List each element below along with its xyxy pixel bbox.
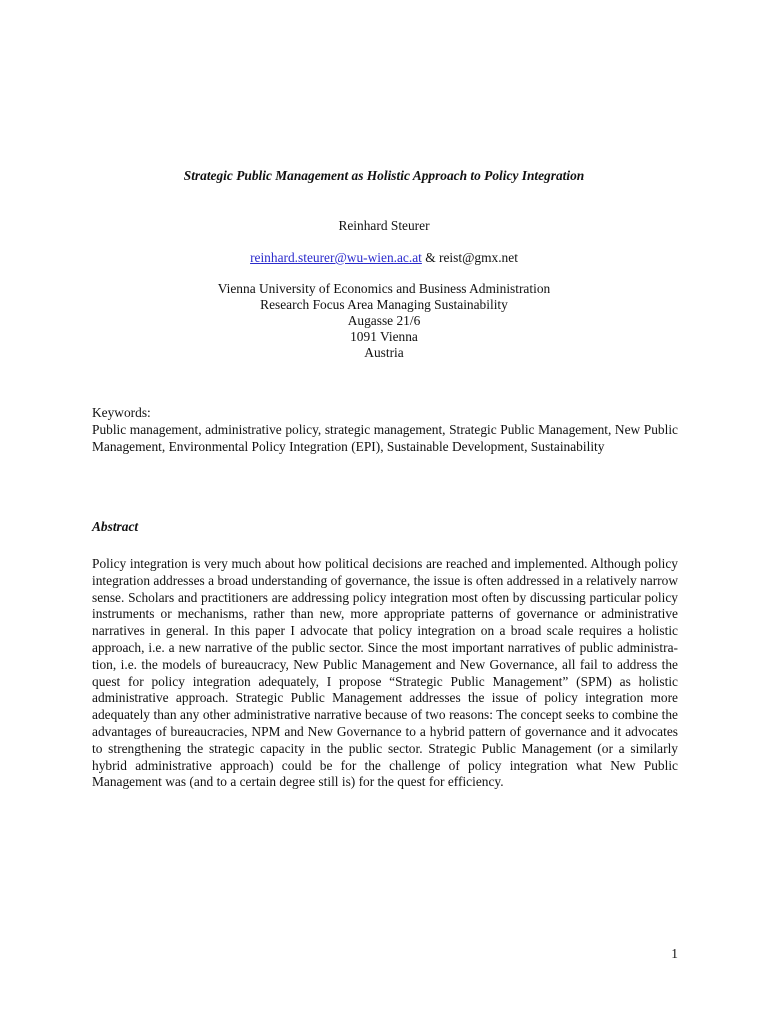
affiliation-line: Vienna University of Economics and Business Administration xyxy=(217,281,551,296)
keywords-text: Public management, administrative policy, strategic management, Strategic Public Management, New Public Management, Environmental Policy Integration (EPI), Sustainable Development, Sustainability xyxy=(92,422,678,454)
email-secondary: reist@gmx.net xyxy=(439,250,518,265)
affiliation-line: 1091 Vienna xyxy=(350,329,418,344)
affiliation-line: Austria xyxy=(364,345,404,360)
affiliation-line: Research Focus Area Managing Sustainability xyxy=(260,297,508,312)
affiliation-line: Augasse 21/6 xyxy=(347,313,421,328)
abstract-heading: Abstract xyxy=(92,519,139,534)
page-number: 1 xyxy=(671,946,678,961)
paper-title: Strategic Public Management as Holistic Approach to Policy Integration xyxy=(183,168,585,183)
author-name: Reinhard Steurer xyxy=(338,218,430,233)
abstract-body: Policy integration is very much about how political decisions are reached and implemented. Although policy integration addresses a broad understanding of governance, the issue is often addressed in a relatively narrow sense. Scholars and practitioners are addressing policy integration most often by discussing particular policy instruments or mechanisms, rather than new, more appropriate patterns of governance or administrative narratives in general. In this paper I advocate that policy integration on a broad scale requires a holistic approach, i.e. a new narrative of the public sector. Since the most important narratives of public administration, i.e. the models of bureaucracy, New Public Management and New Governance, all fail to address the quest for policy integration adequately, I propose “Strategic Public Management” (SPM) as holistic administrative approach. Strategic Public Management addresses the issue of policy integration more adequately than any other administrative narrative because of two reasons: The concept seeks to combine the advantages of bureaucracies, NPM and New Governance to a hybrid pattern of governance and it advocates to strengthening the strategic capacity in the public sector. Strategic Public Management (or a similarly hybrid administrative approach) could be for the challenge of policy integration what New Public Management was (and to a certain degree still is) for the quest for efficiency. xyxy=(92,556,678,790)
affiliation-block xyxy=(0,281,768,361)
email-separator: & xyxy=(421,250,440,265)
email-link-primary[interactable]: reinhard.steurer@wu-wien.ac.at xyxy=(250,250,422,265)
author-emails xyxy=(0,249,768,267)
keywords-label: Keywords: xyxy=(92,405,151,420)
